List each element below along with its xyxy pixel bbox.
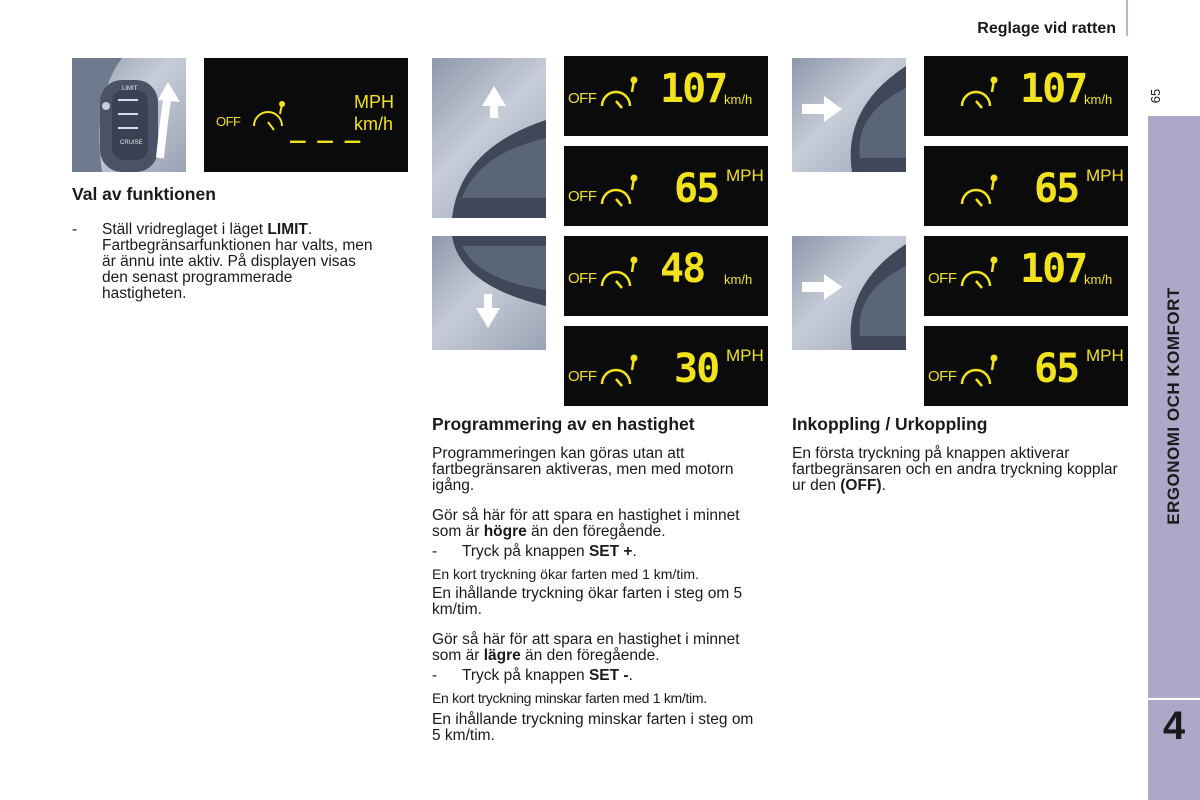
speed-display bbox=[924, 326, 1128, 406]
prog-lower: Gör så här för att spara en hastighet i minnet som är lägre än den föregående. bbox=[432, 631, 740, 664]
display-unit: MPH bbox=[726, 166, 764, 185]
stalk-photo-set-plus bbox=[432, 58, 546, 218]
speed-display bbox=[924, 236, 1128, 316]
display-unit: MPH bbox=[1086, 346, 1124, 365]
list-dash: - bbox=[432, 543, 438, 560]
display-unit: km/h bbox=[1084, 92, 1113, 107]
display-unit-mph: MPH bbox=[354, 92, 394, 112]
stalk-down-illustration bbox=[432, 236, 546, 350]
section-text-val: Ställ vridreglaget i läget LIMIT. Fartbegränsarfunktionen har valts, men är ännu inte aktiv. På displayen visas den senast programmerade hastigheten. bbox=[102, 221, 373, 302]
prog-short-minus: En kort tryckning minskar farten med 1 km/tim. bbox=[432, 690, 707, 706]
stalk-up-illustration bbox=[432, 58, 546, 218]
speedometer-icon bbox=[598, 74, 642, 114]
speedometer-icon bbox=[598, 352, 642, 392]
speed-display bbox=[564, 56, 768, 136]
display-unit-kmh: km/h bbox=[354, 114, 394, 134]
stalk-illustration bbox=[72, 58, 186, 172]
display-unit: km/h bbox=[1084, 272, 1113, 287]
speed-display bbox=[564, 146, 768, 226]
page-number: 65 bbox=[1148, 88, 1163, 104]
display-unit: km/h bbox=[724, 92, 753, 107]
onoff-text: En första tryckning på knappen aktiverar fartbegränsaren och en andra tryckning kopplar ur den (OFF). bbox=[792, 445, 1118, 494]
prog-step-minus: Tryck på knappen SET -. bbox=[462, 667, 633, 684]
cruise-label: CRUISE bbox=[120, 140, 143, 146]
section-title-val: Val av funktionen bbox=[72, 184, 216, 204]
display-unit: MPH bbox=[1086, 166, 1124, 185]
header-divider bbox=[1126, 0, 1128, 36]
display-speed-value: 107 bbox=[1020, 66, 1087, 112]
display-off-label: OFF bbox=[216, 114, 241, 129]
stalk-photo-limit bbox=[72, 58, 186, 172]
display-speed-value: 65 bbox=[1034, 166, 1079, 212]
stalk-photo-set-minus bbox=[432, 236, 546, 350]
speed-display bbox=[924, 56, 1128, 136]
display-off-label: OFF bbox=[568, 90, 597, 107]
display-speed-value: 65 bbox=[1034, 346, 1079, 392]
display-unit: km/h bbox=[724, 272, 753, 287]
speedometer-icon bbox=[958, 172, 1002, 212]
list-dash: - bbox=[432, 667, 438, 684]
speed-display bbox=[924, 146, 1128, 226]
section-title-programmering: Programmering av en hastighet bbox=[432, 414, 695, 434]
speedometer-icon bbox=[958, 74, 1002, 114]
stalk-press-illustration-2 bbox=[792, 236, 906, 350]
chapter-sidebar-label bbox=[1148, 116, 1200, 698]
speedometer-icon bbox=[598, 254, 642, 294]
display-speed-value: 30 bbox=[674, 346, 719, 392]
section-title-inkoppling: Inkoppling / Urkoppling bbox=[792, 414, 988, 434]
display-off-label: OFF bbox=[568, 368, 597, 385]
display-limit-selected bbox=[204, 58, 408, 172]
speedometer-icon bbox=[958, 254, 1002, 294]
prog-short-plus: En kort tryckning ökar farten med 1 km/tim. bbox=[432, 566, 699, 582]
prog-long-minus: En ihållande tryckning minskar farten i steg om 5 km/tim. bbox=[432, 711, 754, 744]
speedometer-icon bbox=[248, 98, 288, 138]
page-header-title: Reglage vid ratten bbox=[977, 20, 1116, 37]
chapter-number: 4 bbox=[1162, 704, 1186, 748]
stalk-photo-press-1 bbox=[792, 58, 906, 172]
display-off-label: OFF bbox=[568, 270, 597, 287]
display-speed-value: 107 bbox=[660, 66, 727, 112]
stalk-photo-press-2 bbox=[792, 236, 906, 350]
prog-higher: Gör så här för att spara en hastighet i minnet som är högre än den föregående. bbox=[432, 507, 740, 540]
prog-long-plus: En ihållande tryckning ökar farten i steg om 5 km/tim. bbox=[432, 585, 743, 618]
speed-display bbox=[564, 326, 768, 406]
speed-display bbox=[564, 236, 768, 316]
prog-intro: Programmeringen kan göras utan att fartbegränsaren aktiveras, men med motorn igång. bbox=[432, 445, 734, 494]
display-off-label: OFF bbox=[928, 368, 957, 385]
display-unit: MPH bbox=[726, 346, 764, 365]
limit-label: LIMIT bbox=[122, 86, 138, 92]
display-off-label: OFF bbox=[928, 270, 957, 287]
display-off-label: OFF bbox=[568, 188, 597, 205]
chapter-title: ERGONOMI OCH KOMFORT bbox=[1164, 287, 1183, 525]
display-speed-value: 65 bbox=[674, 166, 719, 212]
display-speed-value: 107 bbox=[1020, 246, 1087, 292]
prog-step-plus: Tryck på knappen SET +. bbox=[462, 543, 637, 560]
list-dash: - bbox=[72, 221, 78, 238]
stalk-press-illustration bbox=[792, 58, 906, 172]
display-speed-value: 48 bbox=[660, 246, 705, 292]
sidebar-divider bbox=[1148, 698, 1200, 700]
speedometer-icon bbox=[958, 352, 1002, 392]
display-speed-placeholder: _ _ _ bbox=[290, 114, 359, 144]
speedometer-icon bbox=[598, 172, 642, 212]
